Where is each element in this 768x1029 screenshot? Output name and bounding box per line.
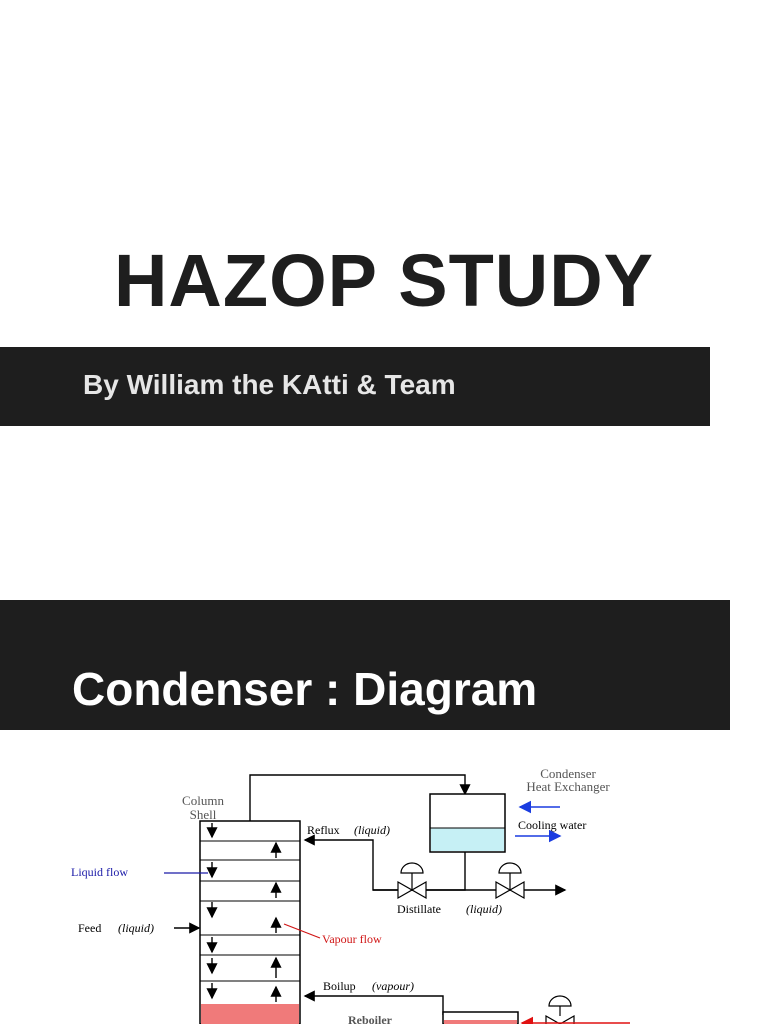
reboiler-label: Reboiler <box>348 1013 392 1024</box>
column-shell-label: Column <box>182 793 224 808</box>
feed-note: (liquid) <box>118 921 154 935</box>
column-shell-label-2: Shell <box>189 807 217 822</box>
cooling-water-label: Cooling water <box>518 818 587 832</box>
reflux-label: Reflux <box>307 823 340 837</box>
liquid-flow-label: Liquid flow <box>71 865 128 879</box>
slide-heading: Condenser : Diagram <box>72 663 538 715</box>
reboiler-liquid <box>444 1020 517 1024</box>
condenser-diagram <box>60 740 680 1024</box>
vapour-flow-label: Vapour flow <box>322 932 382 946</box>
boilup-note: (vapour) <box>372 979 414 993</box>
reflux-valve <box>398 863 426 898</box>
boilup-label: Boilup <box>323 979 356 993</box>
condenser-liquid <box>431 828 504 851</box>
reflux-note: (liquid) <box>354 823 390 837</box>
vapour-flow-leader <box>284 924 320 938</box>
distillate-label: Distillate <box>397 902 441 916</box>
steam-valve <box>546 996 574 1024</box>
condenser-label-2: Heat Exchanger <box>526 779 610 794</box>
condenser-diagram-svg <box>60 740 680 1024</box>
slide-title: HAZOP STUDY <box>113 239 655 322</box>
condenser-label: Condenser <box>540 766 596 781</box>
column-shell <box>200 821 300 1024</box>
column-bottom-liquid <box>201 1004 299 1024</box>
distillate-note: (liquid) <box>466 902 502 916</box>
feed-label: Feed <box>78 921 102 935</box>
slide-subtitle: By William the KAtti & Team <box>83 369 456 400</box>
distillate-valve <box>496 863 524 898</box>
